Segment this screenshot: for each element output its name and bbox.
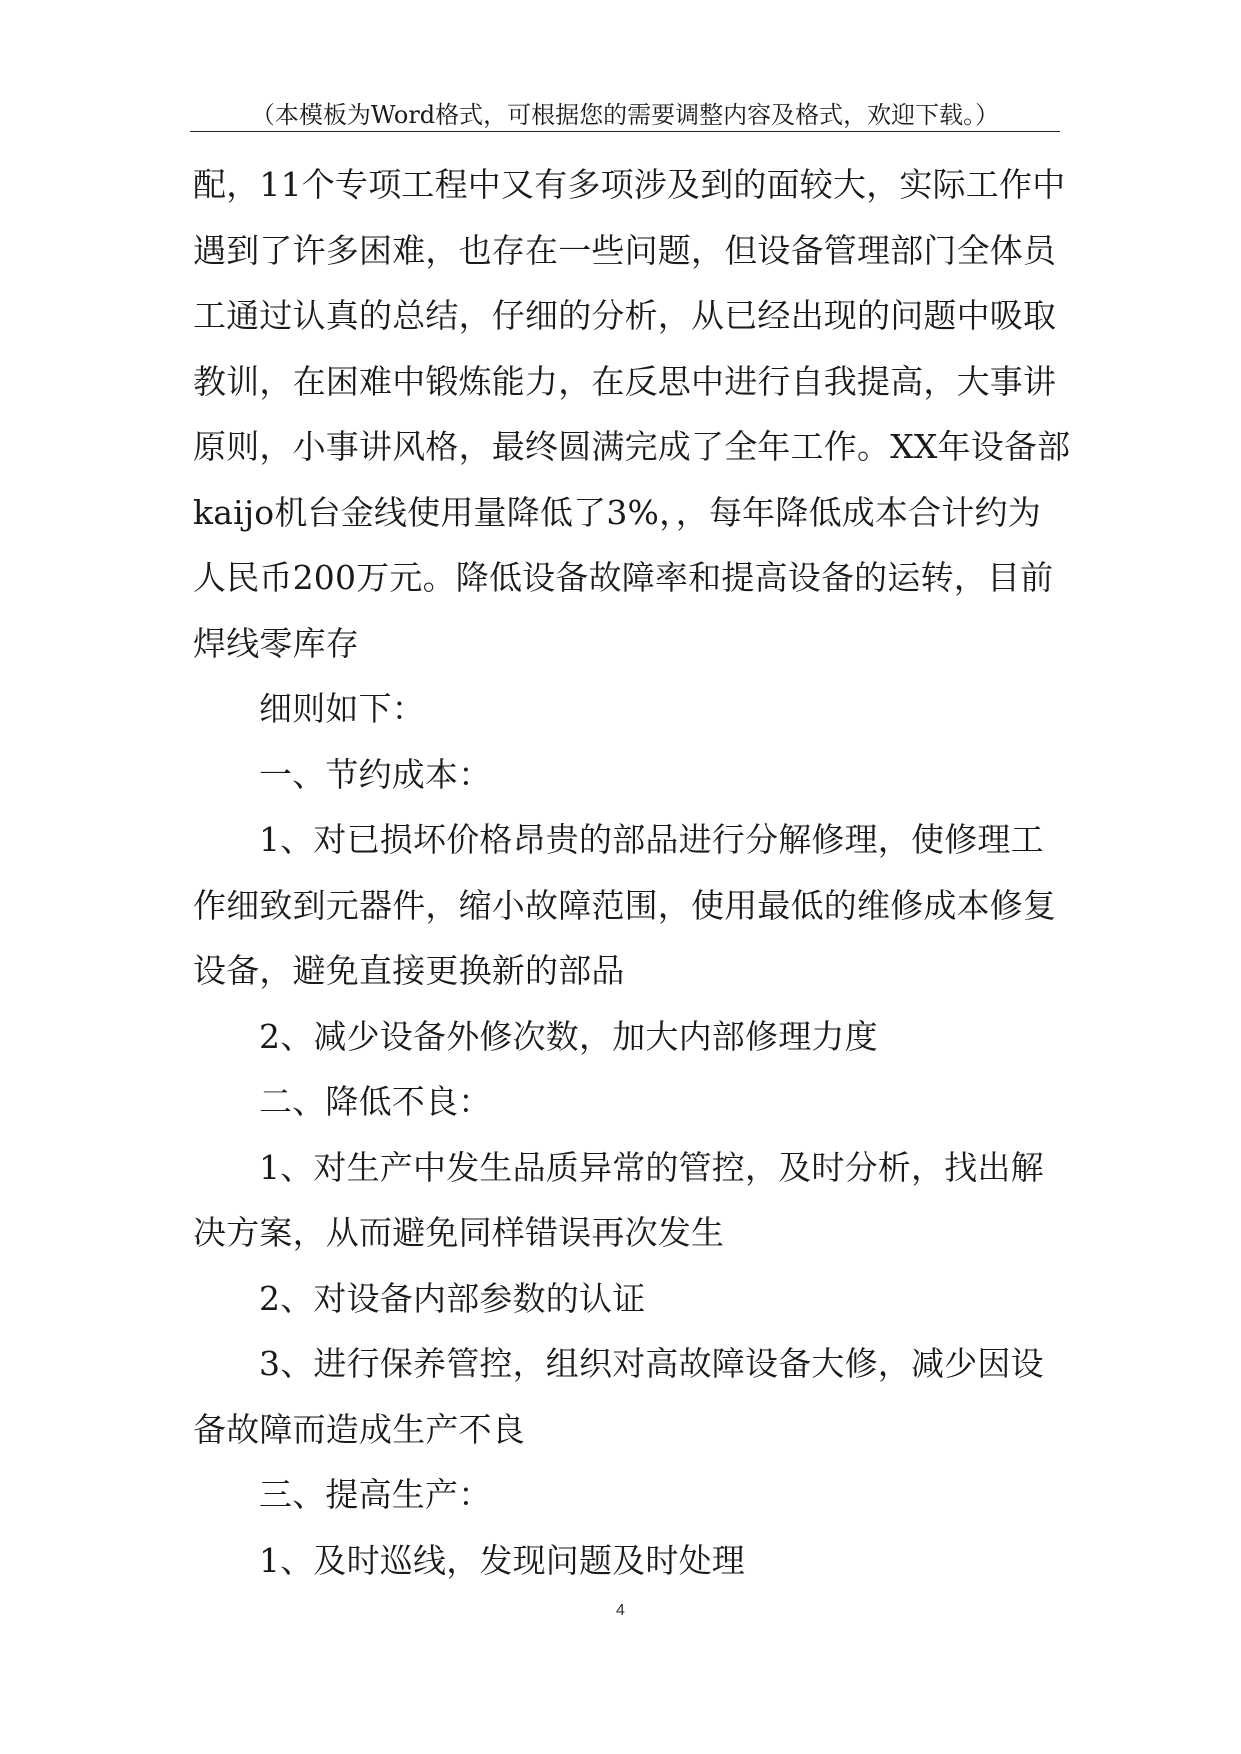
- section-heading-defects: 二、降低不良：: [259, 1082, 492, 1121]
- body-line: 遇到了许多困难，也存在一些问题，但设备管理部门全体员: [193, 230, 1057, 270]
- list-item: 1、对生产中发生品质异常的管控，及时分析，找出解: [259, 1147, 1044, 1187]
- list-item: 3、进行保养管控，组织对高故障设备大修，减少因设: [259, 1344, 1044, 1383]
- body-line: 焊线零库存: [193, 623, 359, 663]
- section-heading-production: 三、提高生产：: [259, 1475, 492, 1514]
- header-divider: [190, 131, 1060, 132]
- body-line: 决方案，从而避免同样错误再次发生: [193, 1213, 725, 1252]
- list-item: 1、及时巡线，发现问题及时处理: [259, 1540, 745, 1580]
- body-line: 作细致到元器件，缩小故障范围，使用最低的维修成本修复: [193, 885, 1057, 925]
- body-line: 原则，小事讲风格，最终圆满完成了全年工作。XX年设备部: [193, 427, 1071, 466]
- body-line: 工通过认真的总结，仔细的分析，从已经出现的问题中吸取: [193, 296, 1057, 335]
- list-item: 1、对已损坏价格昂贵的部品进行分解修理，使修理工: [259, 820, 1044, 859]
- list-item: 2、对设备内部参数的认证: [259, 1278, 646, 1318]
- body-line: 配，11个专项工程中又有多项涉及到的面较大，实际工作中: [193, 165, 1066, 204]
- body-line: 人民币200万元。降低设备故障率和提高设备的运转，目前: [193, 558, 1054, 597]
- body-line: 教训，在困难中锻炼能力，在反思中进行自我提高，大事讲: [193, 361, 1057, 401]
- section-heading-cost: 一、节约成本：: [259, 754, 492, 794]
- body-line: kaijo机台金线使用量降低了3%，，每年降低成本合计约为: [193, 492, 1041, 532]
- template-notice: （本模板为Word格式，可根据您的需要调整内容及格式，欢迎下载。）: [250, 101, 1000, 129]
- page-number: 4: [616, 1602, 625, 1619]
- body-line: 备故障而造成生产不良: [193, 1409, 525, 1449]
- section-intro: 细则如下：: [259, 689, 425, 728]
- body-line: 设备，避免直接更换新的部品: [193, 951, 625, 990]
- document-body: [193, 152, 1071, 1593]
- list-item: 2、减少设备外修次数，加大内部修理力度: [259, 1016, 878, 1056]
